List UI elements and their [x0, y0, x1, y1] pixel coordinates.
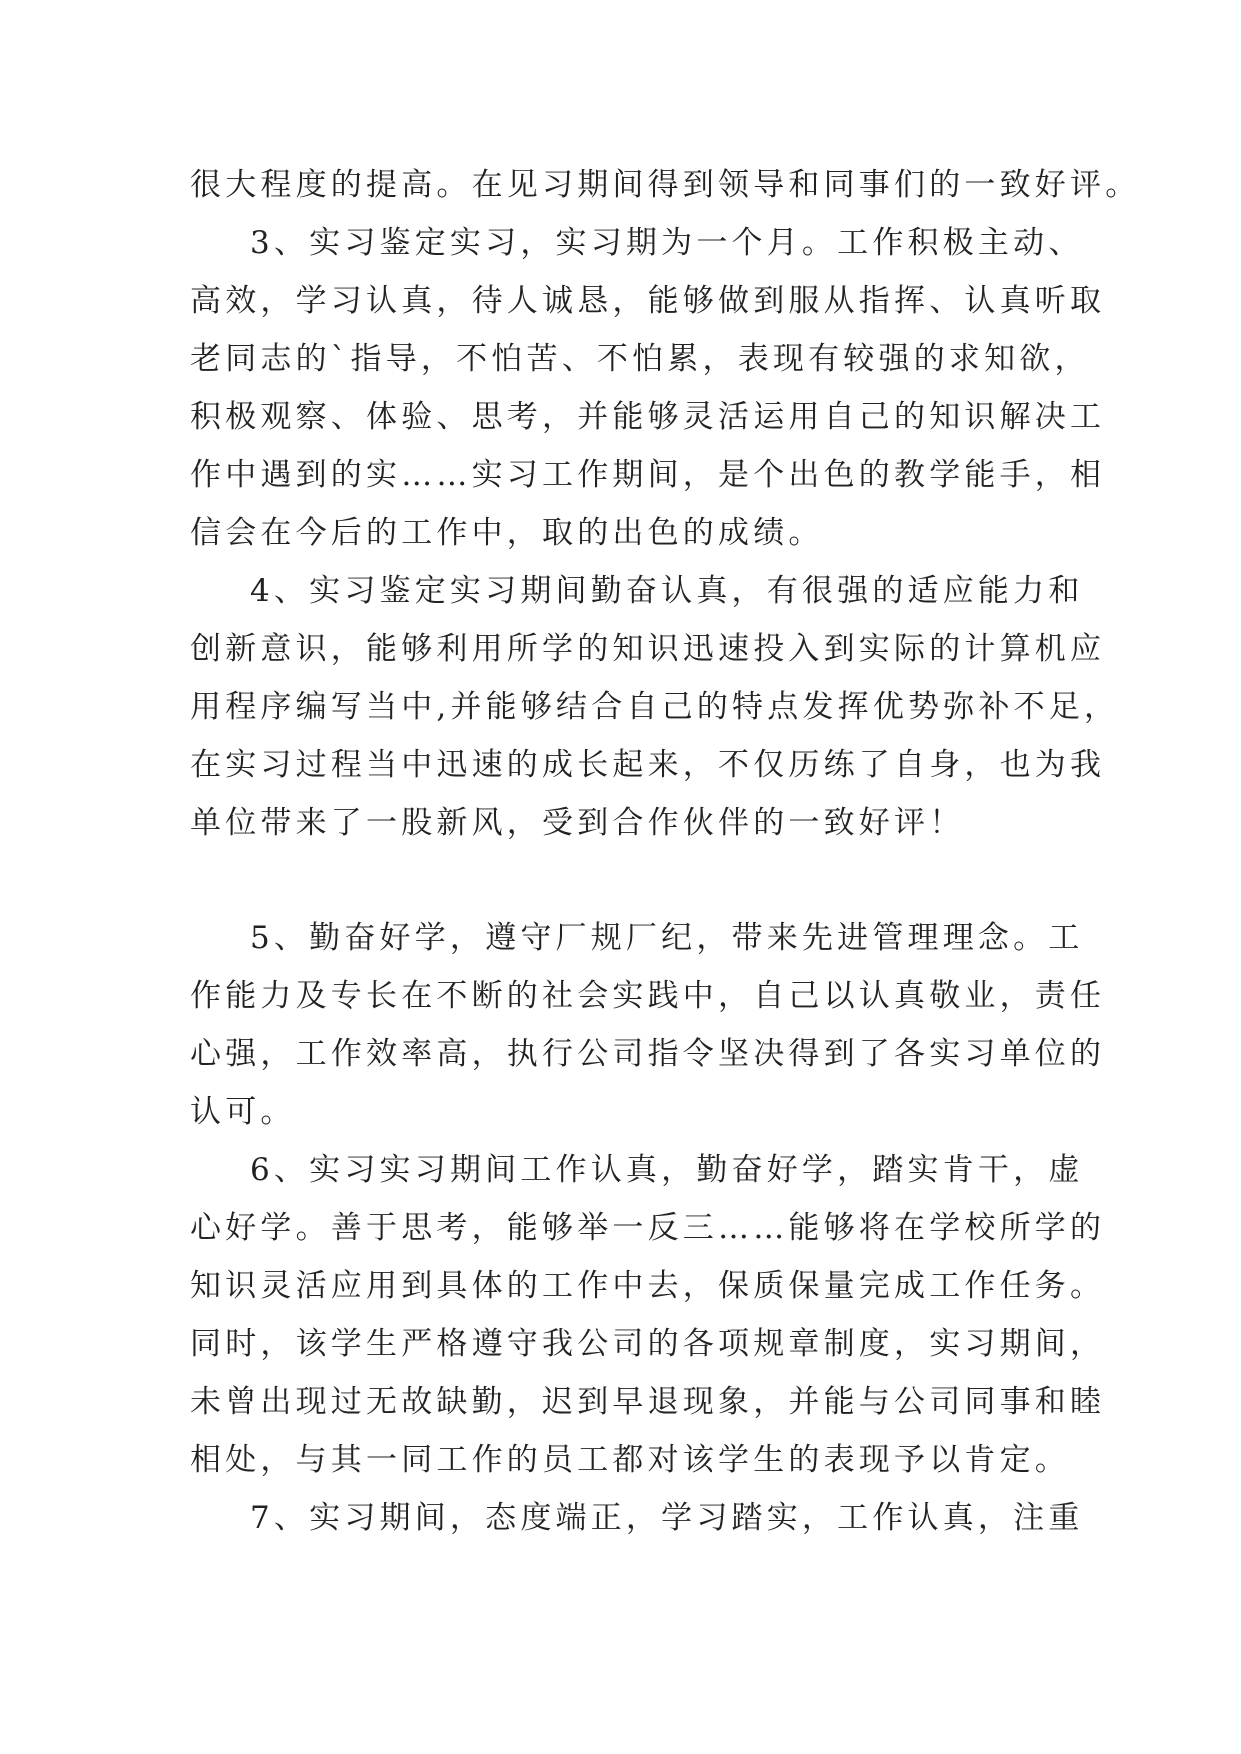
text-line: 作中遇到的实……实习工作期间，是个出色的教学能手，相 — [190, 457, 1106, 493]
text-line: 用程序编写当中,并能够结合自己的特点发挥优势弥补不足， — [190, 689, 1120, 725]
paragraph-6-start: 6、实习实习期间工作认真，勤奋好学，踏实肯干，虚 — [250, 1152, 1084, 1188]
text-line: 作能力及专长在不断的社会实践中，自己以认真敬业，责任 — [190, 978, 1106, 1014]
paragraph-5-start: 5、勤奋好学，遵守厂规厂纪，带来先进管理理念。工 — [250, 920, 1084, 956]
text-line: 创新意识，能够利用所学的知识迅速投入到实际的计算机应 — [190, 631, 1106, 667]
text-line: 积极观察、体验、思考，并能够灵活运用自己的知识解决工 — [190, 399, 1106, 435]
text-line: 知识灵活应用到具体的工作中去，保质保量完成工作任务。 — [190, 1268, 1106, 1304]
paragraph-7-start: 7、实习期间，态度端正，学习踏实，工作认真，注重 — [250, 1500, 1084, 1536]
text-line: 心好学。善于思考，能够举一反三……能够将在学校所学的 — [190, 1210, 1106, 1246]
paragraph-4-start: 4、实习鉴定实习期间勤奋认真，有很强的适应能力和 — [250, 573, 1084, 609]
text-line: 未曾出现过无故缺勤，迟到早退现象，并能与公司同事和睦 — [190, 1384, 1106, 1420]
text-line: 信会在今后的工作中，取的出色的成绩。 — [190, 515, 824, 551]
text-line: 相处，与其一同工作的员工都对该学生的表现予以肯定。 — [190, 1442, 1070, 1478]
text-line: 同时，该学生严格遵守我公司的各项规章制度，实习期间， — [190, 1326, 1106, 1362]
text-line: 高效，学习认真，待人诚恳，能够做到服从指挥、认真听取 — [190, 283, 1106, 319]
text-line: 认可。 — [190, 1094, 296, 1130]
text-line: 在实习过程当中迅速的成长起来，不仅历练了自身，也为我 — [190, 747, 1106, 783]
text-line: 心强，工作效率高，执行公司指令坚决得到了各实习单位的 — [190, 1036, 1106, 1072]
text-line: 老同志的`指导，不怕苦、不怕累，表现有较强的求知欲， — [190, 341, 1090, 377]
text-line: 很大程度的提高。在见习期间得到领导和同事们的一致好评。 — [190, 167, 1141, 203]
text-line: 单位带来了一股新风，受到合作伙伴的一致好评！ — [190, 805, 965, 841]
paragraph-3-start: 3、实习鉴定实习，实习期为一个月。工作积极主动、 — [250, 225, 1084, 261]
